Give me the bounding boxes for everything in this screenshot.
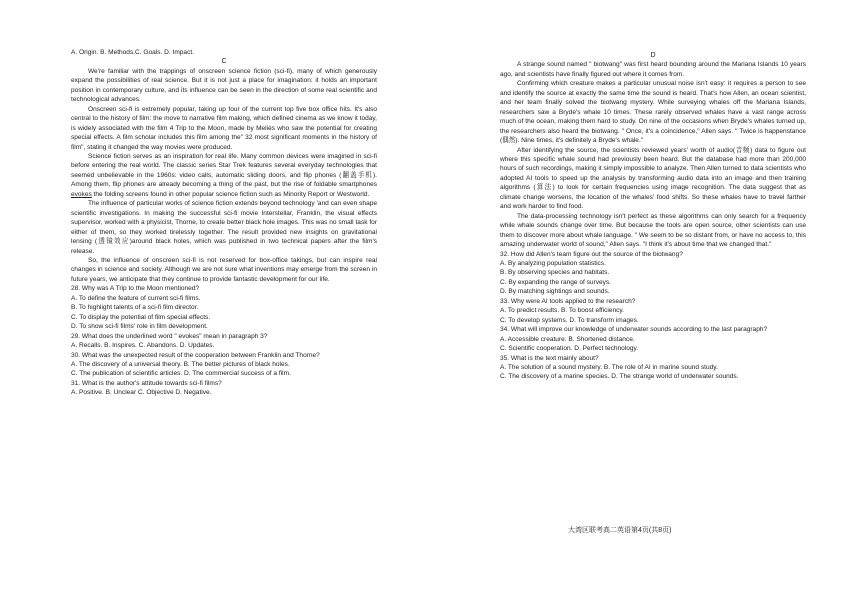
passage-d-paragraph-2: Confirming which creature makes a particular unusual noise isn't easy: it requires a person to see and identify the source at exactly the same time the sound is heard. That's how Allen, an ocean scientist, and her team finally solved the biotwang mystery. While surveying whales off the Mariana Islands, researchers saw a Bryde's whale 10 times. These rarely observed whales have a vast range across much of the ocean, making them hard to study. On nine of the occasions when Bryde's whales turned up, the researchers also heard the biotwang. " Once, it's a coincidence," Allen says. " Twice is happenstance (偶然). Nine times, it's definitely a Bryde's whale." (500, 80, 806, 145)
q33-options-ab: A. To predict results. B. To boost efficiency. (500, 307, 624, 315)
underlined-word-evokes: evokes (71, 190, 92, 198)
q32-option-c: C. By expanding the range of surveys. (500, 278, 611, 286)
question-33: 33. Why were AI tools applied to the research? (500, 297, 636, 305)
question-32: 32. How did Allen's team figure out the source of the biotwang? (500, 250, 683, 258)
page-footer: 大湾区联考高二英语第4页(共8页) (568, 527, 672, 534)
right-column (500, 51, 806, 382)
passage-c-paragraph-5: So, the influence of onscreen sci-fi is not reserved for box-office takings, but can inspire real changes in science and society. Although we are not sure what inventions may emerge from the screen in future years, we anticipate that they continue to provide fantastic development for our life. (71, 256, 377, 283)
passage-c-paragraph-4: The influence of particular works of science fiction extends beyond technology 'and can even shape scientific investigations. In making the successful sci-fi movie Interstellar, Franklin, the visual effects supervisor, worked with a physicist, Thorne, to create better black hole images. This was no small task for either of them, so they worked tirelessly together. The result provided new insights on gravitational lensing (透镜效应)around black holes, which was published in two technical papers after the film's release. (71, 200, 377, 255)
passage-d-paragraph-4: The data-processing technology isn't perfect as these algorithms can only search for a frequency while whale sounds change over time. But because the tools are open source, other scientists can use them to discover more about whale language. " We seem to be so distant from, or have no access to, this amazing underwater world of sound," Allen says. "I think it's about time that we changed that." (500, 212, 806, 249)
q34-options-cd: C. Scientific cooperation. D. Perfect technology. (500, 345, 639, 353)
paragraph-3-tail: the folding screens found in other popular science fiction such as Minority Report or Westworld. (93, 190, 370, 198)
passage-c-paragraph-3 (71, 152, 377, 199)
passage-c-paragraph-2: Onscreen sci-fi is extremely popular, taking up four of the current top five box office hits. It's also central to the history of film: the move to narrative film making, which defined cinema as we know it today, is widely associated with the film 4 Trip to the Moon, made by Meliès who saw the potential for creating special effects. A film scholar includes this film among the" 32 most significant moments in the history of film", stating it changed the way movies were produced. (71, 105, 377, 151)
paragraph-3-text: Science fiction serves as an inspiration for real life. Many common devices were imagined in sci-fi before entering the real world. The classic series Star Trek features several everyday technologies that seemed unbelievable in the 1960s: video calls, automatic sliding doors, and flip phones (翻盖手机). Among them, flip phones are already becoming a thing of the past, but the rise of foldable smartphones (71, 152, 377, 189)
q30-options-ab: A. The discovery of a universal theory. B. The better pictures of black holes. (71, 360, 290, 368)
q31-options: A. Positive. B. Unclear C. Objective D. Negative. (71, 389, 212, 397)
q32-option-b: B. By observing species and habitats. (500, 269, 610, 277)
q32-option-d: D. By matching sightings and sounds. (500, 288, 610, 296)
passage-d-paragraph-3: After identifying the source, the scientists reviewed years' worth of audio(音频) data to figure out where this specific whale sound had previously been heard. But the database had more than 200,000 hours of such recordings, making it simply impossible to analyze. Then Allen turned to data scientists who adopted AI tools to speed up the analysis by transforming audio data into an image and then training algorithms (算法) to look for certain frequencies using image recognition. The data suggest that as climate change worsens, the location of the whales' food shifts. So these whales have to travel farther and work harder to find food. (500, 146, 806, 211)
question-34: 34. What will improve our knowledge of underwater sounds according to the last paragraph? (500, 326, 768, 334)
q34-options-ab: A. Accessible creature. B. Shortened distance. (500, 335, 635, 343)
q30-options-cd: C. The publication of scientific articles. D. The commercial success of a film. (71, 370, 291, 378)
q28-option-c: C. To display the potential of film special effects. (71, 313, 211, 321)
passage-d-title: D (650, 52, 656, 59)
question-29: 29. What does the underlined word " evokes" mean in paragraph 3? (71, 332, 268, 340)
passage-d-paragraph-1: A strange sound named " biotwang" was first heard bounding around the Mariana Islands 10 years ago, and scientists have finally figured out where it comes from. (500, 61, 806, 78)
passage-c-title: C (221, 58, 227, 66)
q35-options-ab: A. The solution of a sound mystery. B. The role of AI in marine sound study. (500, 363, 718, 371)
question-28: 28. Why was A Trip to the Moon mentioned? (71, 285, 200, 293)
question-31: 31. What is the author's attitude towards sci-fi films? (71, 379, 222, 387)
q35-options-cd: C. The discovery of a marine species. D. The strange world of underwater sounds. (500, 373, 739, 381)
passage-c-paragraph-1: We're familiar with the trappings of onscreen science fiction (sci-fi), many of which generously expand the possibilities of real science. But it is not just a place for imagination: it holds an important position in contemporary culture, and its influence can be seen in the direction of some real scientific and technological advances. (71, 67, 377, 104)
question-30: 30. What was the unexpected result of the cooperation between Franklin and Thorne? (71, 351, 320, 359)
question-35: 35. What is the text mainly about? (500, 354, 599, 362)
q28-option-b: B. To highlight talents of a sci-fi film director. (71, 304, 199, 312)
q28-option-d: D. To show sci-fi films' role in film development. (71, 323, 208, 331)
q29-options: A. Recalls. B. Inspires. C. Abandons. D. Updates. (71, 342, 215, 350)
q33-options-cd: C. To develop systems. D. To transform images. (500, 316, 639, 324)
previous-question-options: A. Origin. B. Methods.C. Goals. D. Impact. (71, 49, 194, 56)
left-column (71, 48, 377, 398)
q28-option-a: A. To define the feature of current sci-fi films. (71, 294, 201, 302)
q32-option-a: A. By analyzing population statistics. (500, 259, 606, 267)
